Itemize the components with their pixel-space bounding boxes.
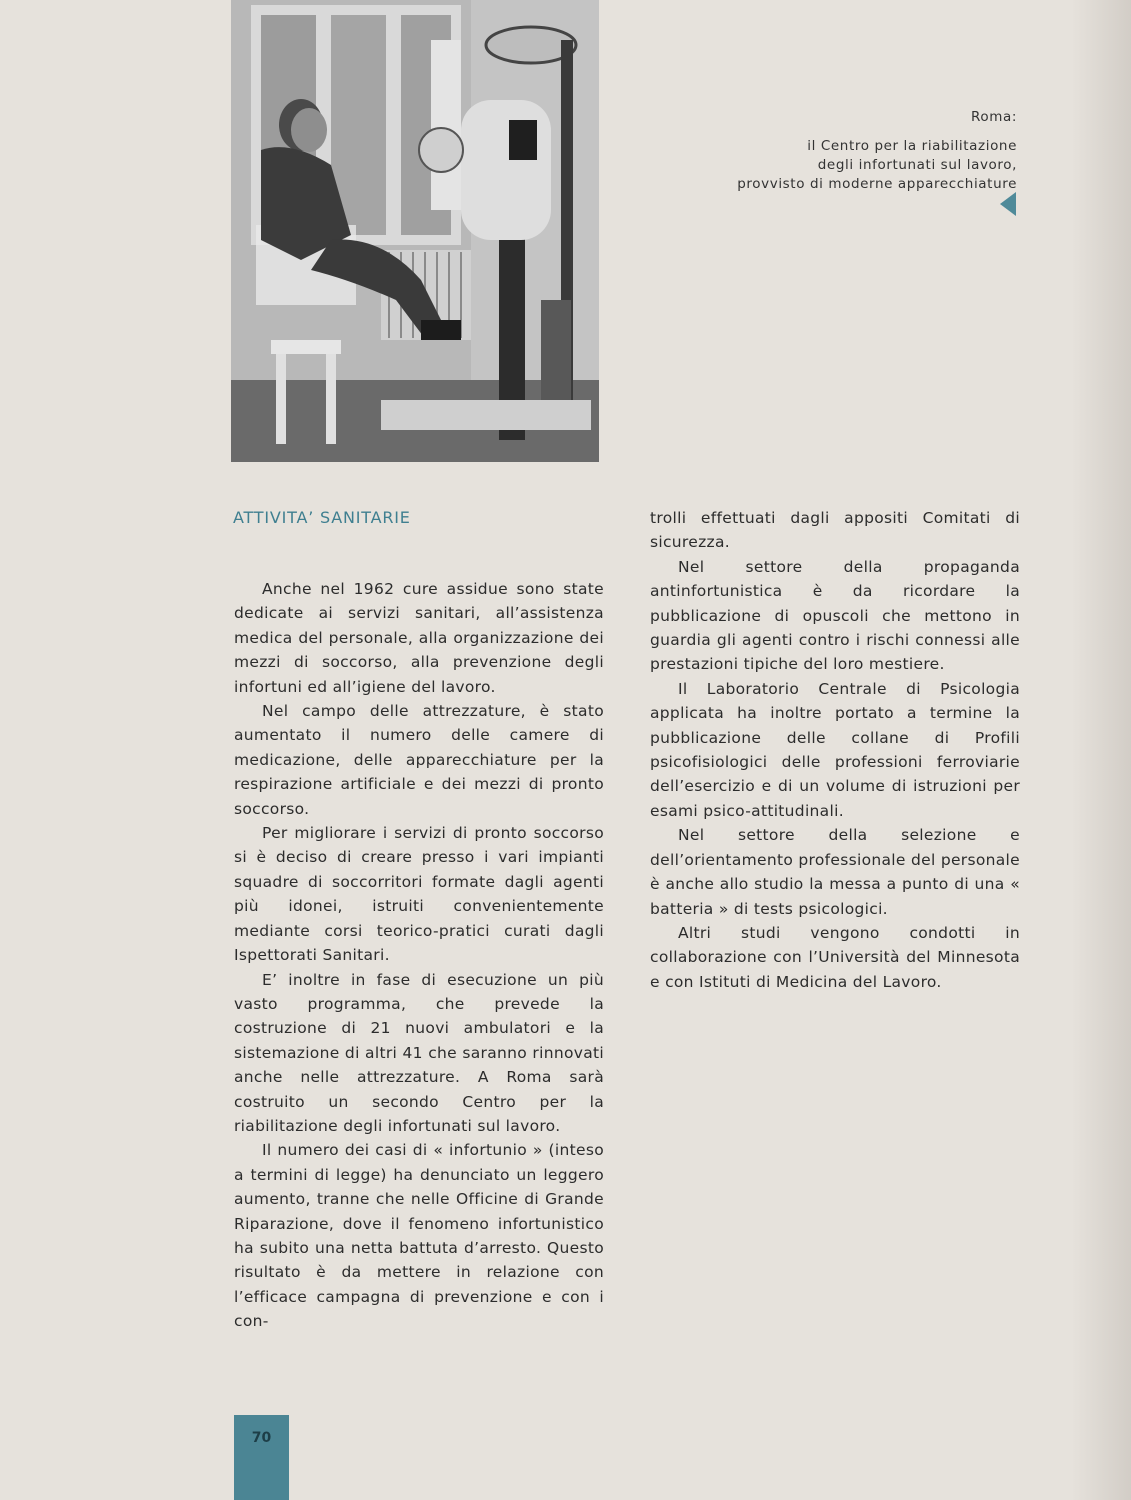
body-paragraph: Nel settore della selezione e dell’orientamento professionale del personale è anche allo studio la messa a punto di una « batteria » di tests psicologici. bbox=[650, 826, 1020, 918]
page-number-tab bbox=[234, 1415, 289, 1500]
text-column-right bbox=[650, 506, 1020, 994]
body-paragraph: Nel settore della propaganda antinfortunistica è da ricordare la pubblicazione di opuscoli che mettono in guardia gli agenti contro i rischi connessi alle prestazioni tipiche del loro mestiere. bbox=[650, 557, 1020, 674]
caption-pointer-arrow-icon bbox=[1000, 192, 1016, 216]
caption-line: provvisto di moderne apparecchiature bbox=[737, 176, 1017, 192]
body-paragraph: E’ inoltre in fase di esecuzione un più vasto programma, che prevede la costruzione di 21 nuovi ambulatori e la sistemazione di altri 41 che saranno rinnovati anche nelle attrezzature. A Roma sarà costruito un secondo Centro per la riabilitazione degli infortunati sul lavoro. bbox=[234, 970, 604, 1135]
photo-caption bbox=[687, 108, 1017, 194]
body-paragraph: Anche nel 1962 cure assidue sono state dedicate ai servizi sanitari, all’assistenza medica del personale, alla organizzazione dei mezzi di soccorso, alla prevenzione degli infortuni ed all’igiene del lavoro. bbox=[234, 580, 604, 696]
page-edge-shadow bbox=[1071, 0, 1131, 1500]
page-number: 70 bbox=[251, 1430, 272, 1446]
text-column-left bbox=[234, 577, 604, 1334]
body-paragraph: Per migliorare i servizi di pronto soccorso si è deciso di creare presso i vari impianti squadre di soccorritori formate dagli agenti più idonei, istruiti convenientemente mediante corsi teorico-pratici curati dagli Ispettorati Sanitari. bbox=[234, 824, 604, 965]
photo-man-at-drill-press bbox=[231, 0, 599, 462]
photo-illustration bbox=[231, 0, 599, 462]
section-heading: ATTIVITA’ SANITARIE bbox=[233, 508, 411, 527]
body-paragraph: Nel campo delle attrezzature, è stato aumentato il numero delle camere di medicazione, delle apparecchiature per la respirazione artificiale e dei mezzi di pronto soccorso. bbox=[234, 702, 604, 818]
body-paragraph: Altri studi vengono condotti in collaborazione con l’Università del Minnesota e con Istituti di Medicina del Lavoro. bbox=[650, 923, 1020, 991]
caption-place: Roma: bbox=[970, 109, 1017, 125]
body-paragraph: Il Laboratorio Centrale di Psicologia applicata ha inoltre portato a termine la pubblicazione delle collane di Profili psicofisiologici delle professioni ferroviarie dell’esercizio e di un volume di istruzioni per esami psico-attitudinali. bbox=[650, 679, 1020, 820]
caption-line: degli infortunati sul lavoro, bbox=[817, 157, 1017, 173]
caption-line: il Centro per la riabilitazione bbox=[807, 138, 1017, 154]
body-paragraph: Il numero dei casi di « infortunio » (inteso a termini di legge) ha denunciato un leggero aumento, tranne che nelle Officine di Grande Riparazione, dove il fenomeno infortunistico ha subito una netta battuta d’arresto. Questo risultato è da mettere in relazione con l’efficace campagna di prevenzione e con i con- bbox=[234, 1141, 604, 1331]
body-paragraph: trolli effettuati dagli appositi Comitati di sicurezza. bbox=[650, 509, 1020, 552]
